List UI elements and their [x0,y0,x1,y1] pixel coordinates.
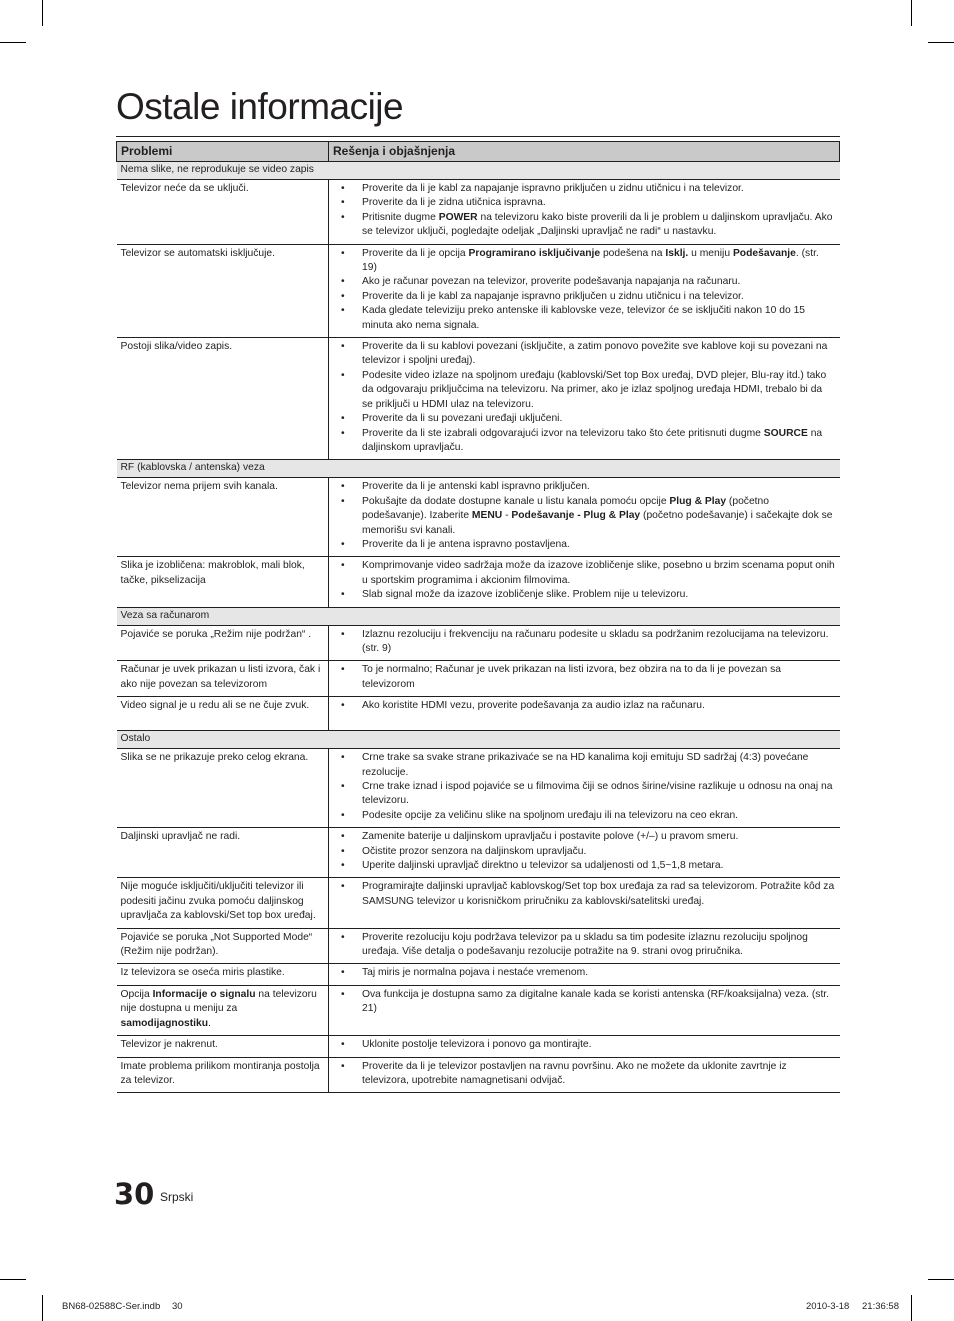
table-row [117,661,840,697]
text-run: Video signal je u redu ali se ne čuje zvuk. [120,700,310,712]
text-run: Ako je računar povezan na televizor, proverite podešavanja napajanja na računaru. [362,276,741,288]
solution-item [333,588,836,602]
solution-item [333,628,836,657]
text-run: Nije moguće isključiti/uključiti televizor ili podesiti jačinu zvuka pomoću daljinskog upravljača za kablovski/Set top box uređaj. [120,881,316,922]
footer-file-name: BN68-02588C-Ser.indb [62,1301,161,1312]
text-run: Daljinski upravljač ne radi. [120,831,241,843]
table-row [117,1036,840,1057]
solution-item [333,247,836,276]
solution-item [333,1038,836,1052]
bold-term: MENU [471,510,503,522]
solution-item [333,340,836,369]
problem-cell [117,478,329,557]
bold-term: SOURCE [763,427,808,439]
solution-item [333,275,836,289]
text-run: Opcija [120,988,153,1000]
text-run: Crne trake sa svake strane prikazivaće se na HD kanalima koji emituju SD sadržaj (4:3) povećane rezolucije. [362,752,809,778]
text-run: Pokušajte da dodate dostupne kanale u listu kanala pomoću opcije [362,495,670,507]
text-run: Komprimovanje video sadržaja može da izazove izobličenje slike, posebno u brzim scenama poput onih u sportskim programima i akcionim filmovima. [362,560,835,586]
text-run: (početno podešavanje). Izaberite [362,495,769,522]
page-title: Ostale informacije [116,86,404,127]
table-body [117,162,840,1093]
text-run: Zamenite baterije u daljinskom upravljaču i postavite polove (+/–) u pravom smeru. [362,831,739,843]
solution-list [333,966,836,980]
title-rule [116,136,840,137]
solution-list [333,751,836,823]
problem-cell [117,244,329,337]
solution-cell [329,1036,840,1057]
solution-item [333,830,836,844]
text-run: Crne trake iznad i ispod pojaviće se u filmovima čiji se odnos širine/visine razlikuje u odnosu na onaj na televizoru. [362,781,833,807]
text-run: . [208,1017,211,1029]
solution-cell [329,244,840,337]
text-run: Proverite da li je kabl za napajanje ispravno priključen u zidnu utičnicu i na televizor. [362,183,744,194]
table-row [117,557,840,607]
text-run: Uperite daljinski upravljač direktno u televizor sa udaljenosti od 1,5~1,8 metara. [362,860,724,872]
solution-list [333,182,836,240]
solution-item [333,304,836,333]
table-row [117,180,840,245]
section-title: Veza sa računarom [117,607,840,625]
page-language: Srpski [160,1190,194,1204]
crop-mark [42,1295,43,1321]
problem-cell [117,557,329,607]
section-title: RF (kablovska / antenska) veza [117,460,840,478]
text-run: . (str. 19) [362,247,819,274]
problem-cell [117,749,329,828]
solution-item [333,290,836,304]
text-run: Televizor neće da se uključi. [120,183,249,194]
text-run: Pritisnite dugme [362,211,439,223]
text-run: Pojaviće se poruka „Not Supported Mode“ (Režim nije podržan). [120,931,313,958]
footer-date: 2010-3-18 [806,1301,850,1312]
table-row [117,964,840,985]
troubleshooting-table [116,141,840,1093]
solution-item [333,495,836,538]
solution-cell [329,1057,840,1093]
solution-item [333,427,836,456]
page-number: 30 [114,1177,155,1211]
text-run: Proverite da li je zidna utičnica ispravna. [362,197,546,209]
solution-cell [329,985,840,1035]
solution-cell [329,557,840,607]
crop-mark [911,0,912,26]
solution-list [333,699,836,713]
solution-item [333,412,836,426]
crop-mark [928,1279,954,1280]
crop-mark [911,1295,912,1321]
problem-cell [117,928,329,964]
problem-cell [117,180,329,245]
text-run: Slika se ne prikazuje preko celog ekrana. [120,752,309,764]
text-run: na televizoru kako biste proverili da li je problem u daljinskom upravljaču. Ako se televizor uključi, pogledajte odeljak „Daljinski upravljač ne radi“ u nastavku. [362,211,833,238]
solution-item [333,699,836,713]
solution-item [333,538,836,552]
table-row [117,244,840,337]
solution-cell [329,964,840,985]
table-row [117,338,840,460]
solution-list [333,628,836,657]
text-run: Ako koristite HDMI vezu, proverite podešavanja za audio izlaz na računaru. [362,700,705,712]
section-title: Ostalo [117,731,840,749]
text-run: Pojaviće se poruka „Režim nije podržan“ . [120,628,312,640]
solution-item [333,480,836,494]
section-row [117,460,840,478]
footer-page: 30 [172,1301,183,1312]
text-run: Očistite prozor senzora na daljinskom upravljaču. [362,845,587,857]
solution-item [333,663,836,692]
solution-list [333,1060,836,1089]
solution-list [333,830,836,873]
text-run: Televizor je nakrenut. [120,1039,218,1051]
problem-cell [117,828,329,878]
text-run: Ova funkcija je dostupna samo za digitalne kanale kada se koristi antenska (RF/koaksijalna) veza. (str. 21) [362,988,830,1015]
solution-list [333,880,836,909]
bold-term: Podešavanje [732,247,796,259]
section-title: Nema slike, ne reprodukuje se video zapis [117,162,840,180]
solution-item [333,931,836,960]
bold-term: POWER [438,211,478,223]
solution-list [333,559,836,602]
solution-list [333,480,836,552]
solution-item [333,859,836,873]
text-run: - [502,510,512,522]
text-run: Proverite da li je antena ispravno postavljena. [362,538,570,550]
header-solutions: Rešenja i objašnjenja [329,142,840,162]
text-run: Imate problema prilikom montiranja postolja za televizor. [120,1060,320,1086]
solution-list [333,247,836,333]
solution-list [333,340,836,455]
header-problems: Problemi [117,142,329,162]
solution-list [333,931,836,960]
solution-cell [329,878,840,928]
bold-term: Plug & Play [669,495,727,507]
solution-item [333,1060,836,1089]
bold-term: Programirano isključivanje [468,247,601,259]
text-run: Taj miris je normalna pojava i nestaće vremenom. [362,967,589,979]
text-run: Proverite rezoluciju koju podržava televizor pa u skladu sa tim podesite izlaznu rezoluciju spoljnog uređaja. Više detalja o podešavanju rezolucije potražite na 9. strani ovog priručnika. [362,931,808,958]
text-run: Računar je uvek prikazan u listi izvora, čak i ako nije povezan sa televizorom [120,664,321,690]
solution-item [333,369,836,412]
text-run: Proverite da li je kabl za napajanje ispravno priključen u zidnu utičnicu i na televizor. [362,290,744,302]
text-run: Slab signal može da izazove izobličenje slike. Problem nije u televizoru. [362,589,689,601]
problem-cell [117,1057,329,1093]
solution-cell [329,828,840,878]
text-run: Kada gledate televiziju preko antenske ili kablovske veze, televizor će se isključiti nakon 10 do 15 minuta ako nema signala. [362,305,806,331]
solution-item [333,880,836,909]
solution-item [333,845,836,859]
bold-term: samodijagnostiku [120,1017,209,1029]
text-run: Proverite da li je televizor postavljen na ravnu površinu. Ako ne možete da uklonite zavrtnje iz televizora, upotrebite namagnetisani odvijač. [362,1060,787,1086]
crop-mark [0,42,26,43]
solution-item [333,211,836,240]
solution-list [333,988,836,1017]
text-run: Programirajte daljinski upravljač kablovskog/Set top box uređaja za rad sa televizorom. Potražite kôd za SAMSUNG televizor u korisničkom priručniku za kablovski/satelitski uređaj. [362,881,835,907]
problem-cell [117,338,329,460]
text-run: Podesite opcije za veličinu slike na spoljnom uređaju ili na televizoru na ceo ekran. [362,809,739,821]
text-run: Podesite video izlaze na spoljnom uređaju (kablovski/Set top Box uređaj, DVD plejer, Blu-ray itd.) tako da odgovaraju priključcima na televizoru. Na primer, ako je izlaz spoljnog uređaja HDMI, trebalo bi da se priključi u HDMI ulaz na televizoru. [362,369,827,410]
problem-cell [117,661,329,697]
text-run: Proverite da li je antenski kabl ispravno priključen. [362,481,590,493]
solution-item [333,196,836,210]
solution-item [333,182,836,196]
text-run: (početno podešavanje) i sačekajte dok se memorišu svi kanali. [362,510,833,536]
text-run: Televizor se automatski isključuje. [120,247,276,259]
table-row [117,478,840,557]
problem-cell [117,1036,329,1057]
problem-cell [117,964,329,985]
text-run: Proverite da li je opcija [362,247,469,259]
text-run: To je normalno; Računar je uvek prikazan na listi izvora, bez obzira na to da li je povezan sa televizorom [362,664,781,690]
text-run: Televizor nema prijem svih kanala. [120,481,278,493]
text-run: Proverite da li ste izabrali odgovarajući izvor na televizoru tako što ćete pritisnuti dugme [362,427,764,439]
solution-cell [329,661,840,697]
bold-term: Podešavanje - Plug & Play [511,510,641,522]
solution-cell [329,697,840,731]
text-run: Postoji slika/video zapis. [120,341,233,353]
solution-cell [329,338,840,460]
solution-item [333,780,836,809]
footer-time: 21:36:58 [862,1301,899,1312]
table-row [117,749,840,828]
text-run: Uklonite postolje televizora i ponovo ga montirajte. [362,1039,592,1051]
problem-cell [117,878,329,928]
crop-mark [928,42,954,43]
table-row [117,625,840,661]
text-run: u meniju [688,247,733,259]
bold-term: Isklj. [665,247,689,259]
table-row [117,697,840,731]
text-run: Izlaznu rezoluciju i frekvenciju na računaru podesite u skladu sa podržanim rezolucijama na televizoru. (str. 9) [362,628,829,654]
text-run: Iz televizora se oseća miris plastike. [120,967,285,979]
solution-cell [329,180,840,245]
crop-mark [42,0,43,26]
solution-item [333,809,836,823]
bold-term: Informacije o signalu [152,988,256,1000]
text-run: Proverite da li su kablovi povezani (isključite, a zatim ponovo povežite sve kablove koji su povezani na televizor i spoljni uređaj). [362,341,828,367]
solution-item [333,751,836,780]
solution-cell [329,749,840,828]
solution-item [333,988,836,1017]
table-row [117,928,840,964]
text-run: Slika je izobličena: makroblok, mali blok, tačke, pikselizacija [120,560,305,586]
solution-item [333,559,836,588]
problem-cell [117,697,329,731]
crop-mark [0,1279,26,1280]
solution-cell [329,625,840,661]
solution-list [333,1038,836,1052]
table-row [117,878,840,928]
text-run: podešena na [600,247,666,259]
solution-cell [329,478,840,557]
table-row [117,828,840,878]
text-run: Proverite da li su povezani uređaji uključeni. [362,413,563,425]
text-run: na daljinskom upravljaču. [362,427,823,453]
problem-cell [117,985,329,1035]
problem-cell [117,625,329,661]
solution-item [333,966,836,980]
solution-list [333,663,836,692]
table-header-row [117,142,840,162]
table-row [117,985,840,1035]
section-row [117,731,840,749]
solution-cell [329,928,840,964]
section-row [117,162,840,180]
table-row [117,1057,840,1093]
text-run: na televizoru nije dostupna u meniju za [120,988,317,1015]
section-row [117,607,840,625]
